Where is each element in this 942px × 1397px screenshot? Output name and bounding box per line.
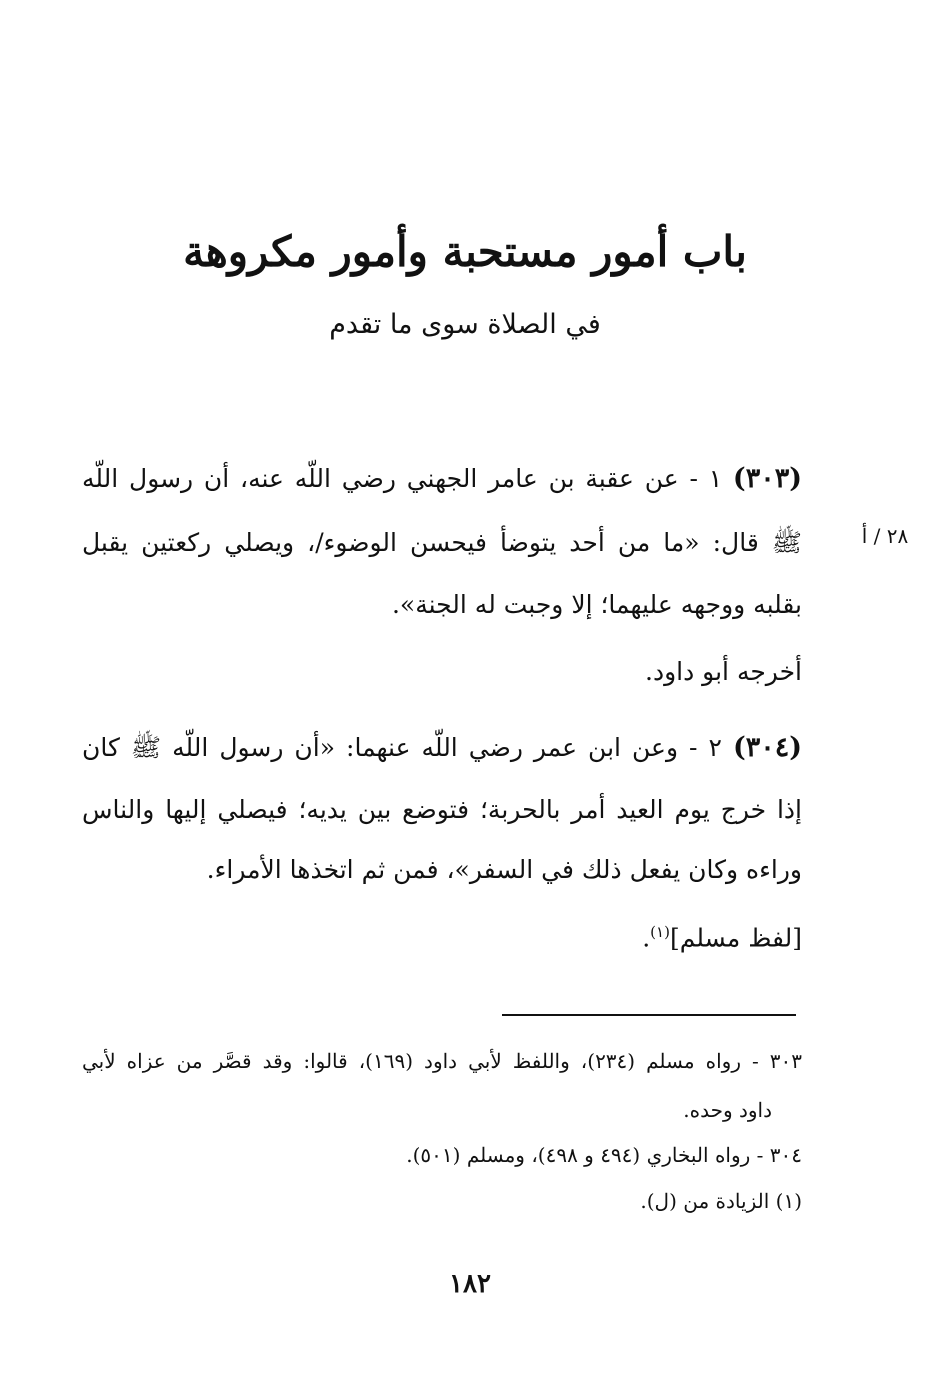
hadith-304-number: (٣٠٤) xyxy=(732,732,803,763)
footnote-303-line-1: ٣٠٣ - رواه مسلم (٢٣٤)، واللفظ لأبي داود (١٦٩)، قالوا: وقد قصَّر من عزاه لأبي xyxy=(82,1049,802,1073)
hadith-303-line-1 xyxy=(82,462,802,496)
hadith-303-text-1: ١ - عن عقبة بن عامر الجهني رضي اللّه عنه، أن رسول اللّه xyxy=(82,464,723,493)
hadith-303-number: (٣٠٣) xyxy=(732,463,802,494)
chapter-title: باب أمور مستحبة وأمور مكروهة xyxy=(183,227,747,276)
hadith-303-source: أخرجه أبو داود. xyxy=(645,657,802,686)
chapter-subtitle: في الصلاة سوى ما تقدم xyxy=(329,309,601,340)
hadith-303-line-2: ﷺ قال: «ما من أحد يتوضأ فيحسن الوضوء/، ويصلي ركعتين يقبل xyxy=(82,528,802,557)
footnote-1: (١) الزيادة من (ل). xyxy=(640,1189,802,1213)
hadith-304-source xyxy=(82,915,802,955)
footnote-ref: (١) xyxy=(650,923,670,941)
hadith-303-line-3: بقلبه ووجهه عليهما؛ إلا وجبت له الجنة». xyxy=(391,590,802,619)
hadith-304-line-1 xyxy=(82,731,802,765)
hadith-304-line-3: وراءه وكان يفعل ذلك في السفر»، فمن ثم اتخذها الأمراء. xyxy=(206,855,802,884)
source-text: [لفظ مسلم] xyxy=(669,923,802,953)
manuscript-folio-note: ٢٨ / أ xyxy=(861,524,909,548)
footnote-303-line-2: داود وحده. xyxy=(683,1098,772,1122)
footnote-divider xyxy=(502,1014,796,1016)
hadith-304-line-2: إذا خرج يوم العيد أمر بالحربة؛ فتوضع بين يديه؛ فيصلي إليها والناس xyxy=(82,795,802,824)
footnote-304: ٣٠٤ - رواه البخاري (٤٩٤ و ٤٩٨)، ومسلم (٥٠١). xyxy=(406,1143,802,1167)
hadith-304-text-1: ٢ - وعن ابن عمر رضي اللّه عنهما: «أن رسول اللّه ﷺ كان xyxy=(82,733,722,762)
source-end: . xyxy=(642,923,651,953)
page-number: ١٨٢ xyxy=(449,1269,491,1299)
